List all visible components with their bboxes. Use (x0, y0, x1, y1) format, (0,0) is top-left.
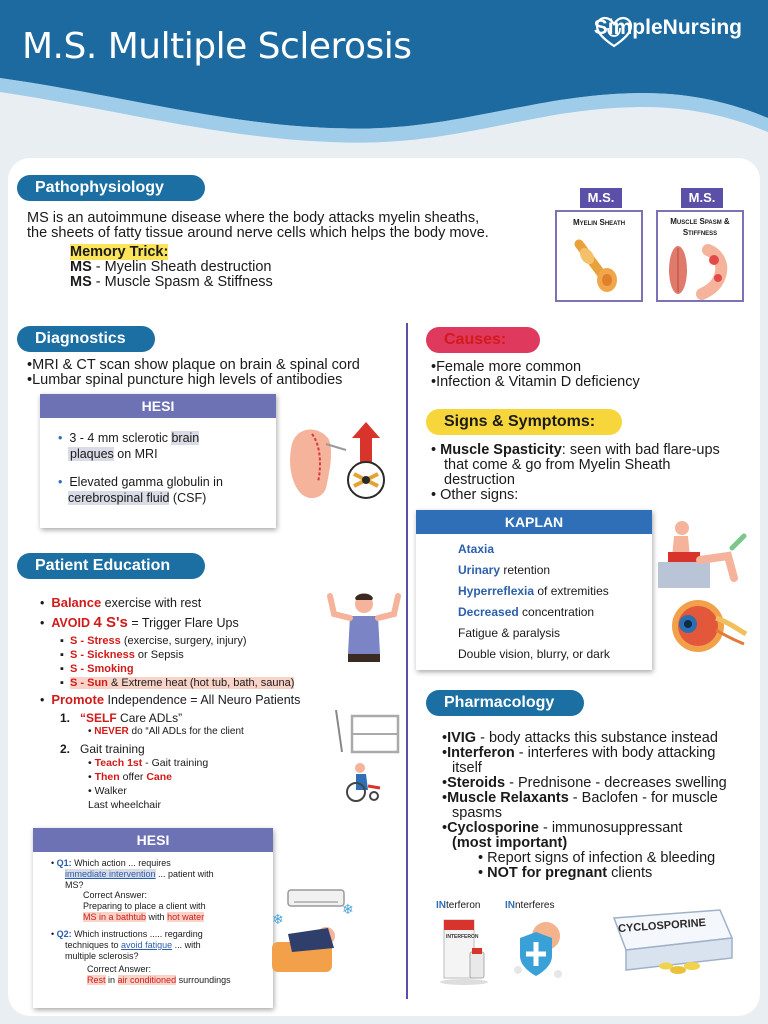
page-title: M.S. Multiple Sclerosis (22, 26, 412, 67)
kaplan-item: Hyperreflexia of extremities (458, 584, 609, 598)
kaplan-item: Fatigue & paralysis (458, 626, 561, 640)
kaplan-list (416, 534, 652, 668)
diagnostics-heading: Diagnostics (17, 326, 155, 352)
diagnostics-item: • Lumbar spinal puncture high levels of antibodies (27, 373, 360, 388)
svg-text:❄: ❄ (342, 902, 354, 918)
mem2-key: MS (70, 274, 92, 290)
patho-line-2: the sheets of fatty tissue around nerve cells which helps the body move. (27, 225, 489, 241)
header-banner (0, 0, 768, 170)
brand[interactable] (594, 16, 742, 40)
ms-tag-1: M.S. (580, 188, 622, 208)
vial-label: INTERFERON (446, 934, 479, 940)
interferon-label: INterferon (436, 900, 481, 911)
diagnostics-item: • MRI & CT scan show plaque on brain & spinal cord (27, 358, 360, 373)
myelin-sheath-icon (557, 238, 641, 298)
kaplan-box (416, 510, 652, 670)
resting-air-conditioned-icon (268, 888, 364, 976)
kaplan-item: Double vision, blurry, or dark (458, 647, 610, 661)
memory-trick (70, 245, 273, 290)
mem1-value: - Myelin Sheath destruction (91, 259, 272, 275)
interferon-vial-icon (438, 916, 494, 986)
immune-shield-icon (510, 916, 566, 984)
muscle-spasm-icon (658, 240, 742, 300)
ms-tag-2: M.S. (681, 188, 723, 208)
causes-heading: Causes: (426, 327, 540, 353)
kaplan-item: Decreased concentration (458, 605, 595, 619)
hesi-title: HESI (33, 828, 273, 852)
brand-name: SimpleNursing (593, 16, 742, 39)
exercising-man-icon (322, 590, 406, 664)
walker-wheelchair-icon (334, 710, 408, 802)
signs-heading: Signs & Symptoms: (426, 409, 622, 435)
reflex-leg-icon (656, 518, 750, 592)
causes-item: • Female more common (431, 360, 640, 375)
kaplan-title: KAPLAN (416, 510, 652, 534)
diagnostics-list (27, 358, 360, 388)
pharmacology-heading: Pharmacology (426, 690, 584, 716)
hesi-item-1: • 3 - 4 mm sclerotic brain plaques on MRI (58, 431, 200, 461)
hesi-q2: • Q2: Which instructions ..... regarding techniques to avoid fatigue ... with multiple sclerosis? Correct Answer: Rest in air conditioned surroundings (51, 929, 231, 985)
svg-text:❄: ❄ (272, 912, 284, 928)
causes-list (431, 360, 640, 390)
hesi-box-education (33, 828, 273, 1008)
pathophysiology-heading: Pathophysiology (17, 175, 205, 201)
cyclosporine-box-icon (600, 904, 740, 984)
mem1-key: MS (70, 259, 92, 275)
cyclosporine-label: CYCLOSPORINE (617, 916, 707, 936)
causes-item: • Infection & Vitamin D deficiency (431, 375, 640, 390)
hesi-box-diagnostics (40, 394, 276, 528)
mem2-value: - Muscle Spasm & Stiffness (91, 274, 273, 290)
memory-trick-label: Memory Trick: (70, 244, 169, 260)
patient-education-heading: Patient Education (17, 553, 205, 579)
signs-text: • Muscle Spasticity: seen with bad flare-ups that come & go from Myelin Sheath destruction • Other signs: (431, 442, 720, 503)
kaplan-item: Urinary retention (458, 563, 551, 577)
muscle-spasm-caption: Muscle Spasm & Stiffness (670, 217, 730, 237)
spinal-puncture-icon (286, 418, 398, 510)
muscle-spasm-box (656, 210, 744, 302)
patho-text (27, 211, 489, 241)
eye-icon (664, 598, 748, 654)
column-divider (406, 323, 408, 999)
hesi-title: HESI (40, 394, 276, 418)
patho-line-1: MS is an autoimmune disease where the body attacks myelin sheaths, (27, 210, 480, 226)
hesi-q1: • Q1: Which action ... requires immediate intervention ... patient with MS? Correct Answer: Preparing to place a client with MS in a bathtub with hot water (51, 858, 214, 922)
hesi-item-2: • Elevated gamma globulin in cerebrospinal fluid (CSF) (58, 475, 223, 505)
patient-education-content: • Balance exercise with rest • AVOID 4 S's = Trigger Flare Ups ▪ S - Stress (exercise, surgery, injury) ▪ S - Sickness or Sepsis ▪ S - Smoking ▪ S - Sun & Extreme heat (hot tub, bath, sauna) • Promote Independence = All Neuro Patients 1. “SELF Care ADLs” • NEVER do “All ADLs for the client 2. Gait training • Teach 1st - Gait training • Then offer Cane • Walker Last wheelchair (40, 595, 301, 811)
kaplan-item: Ataxia (458, 542, 495, 556)
myelin-sheath-caption: Myelin Sheath (572, 218, 626, 227)
interferes-label: INnterferes (505, 900, 555, 911)
heart-stethoscope-icon (594, 16, 634, 50)
myelin-sheath-box (555, 210, 643, 302)
pharmacology-list: • IVIG - body attacks this substance instead • Interferon - interferes with body attacking itself • Steroids - Prednisone - decreases swelling • Muscle Relaxants - Baclofen - for muscle spasms • Cyclosporine - immunosuppressant (most important) • Report signs of infection & bleeding • NOT for pregnant clients (442, 731, 727, 881)
